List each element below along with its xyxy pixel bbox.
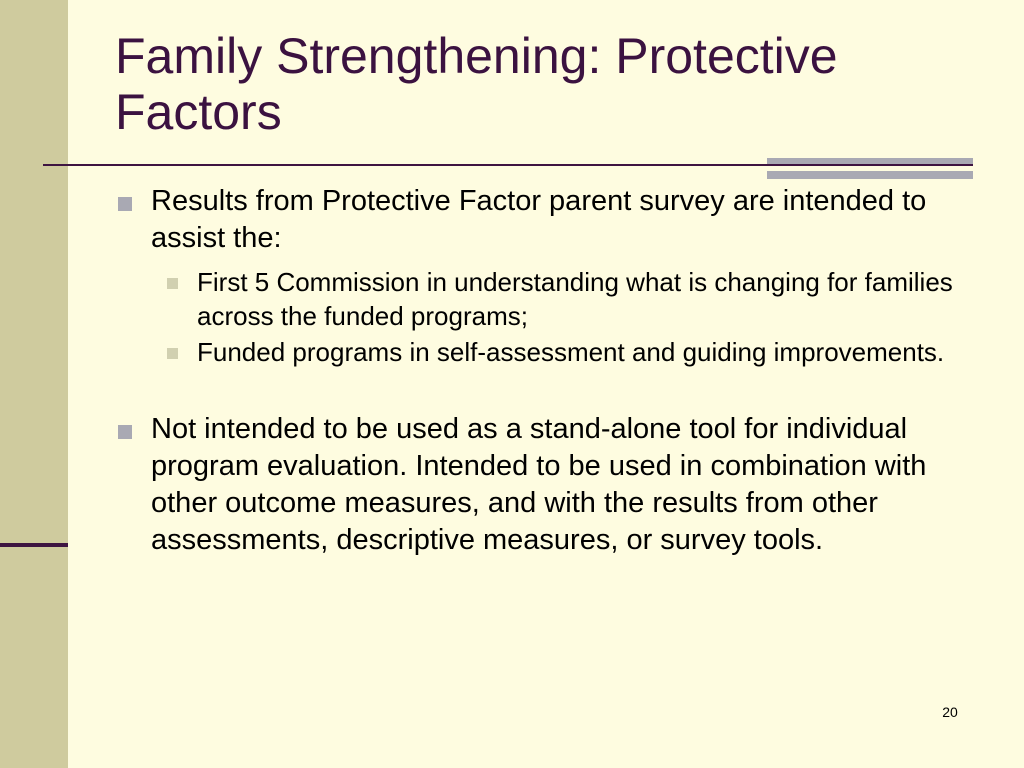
page-number: 20 (942, 704, 958, 720)
bullet-text: Results from Protective Factor parent survey are intended to assist the: (151, 185, 927, 254)
square-bullet-icon (167, 348, 178, 359)
square-bullet-icon (118, 197, 132, 211)
bullet-level-2 (197, 265, 975, 333)
square-bullet-icon (167, 278, 178, 289)
square-bullet-icon (118, 425, 132, 439)
slide-body (115, 183, 975, 559)
title-divider-line (43, 164, 973, 166)
divider-accent-bar-top (767, 158, 973, 164)
bullet-text: Funded programs in self-assessment and guiding improvements. (197, 337, 945, 367)
bullet-text: First 5 Commission in understanding what is changing for families across the funded programs; (197, 267, 953, 331)
bullet-level-1 (115, 183, 975, 257)
left-accent-bar (0, 543, 68, 547)
bullet-level-1 (115, 411, 975, 559)
bullet-text: Not intended to be used as a stand-alone tool for individual program evaluation. Intended to be used in combination with other outcome measures, and with the results from other assessments, descriptive measures, or survey tools. (151, 413, 927, 556)
left-decorative-band (0, 0, 68, 768)
divider-accent-bar-bottom (767, 171, 973, 179)
slide-title: Family Strengthening: Protective Factors (115, 28, 838, 140)
bullet-level-2 (197, 335, 975, 369)
